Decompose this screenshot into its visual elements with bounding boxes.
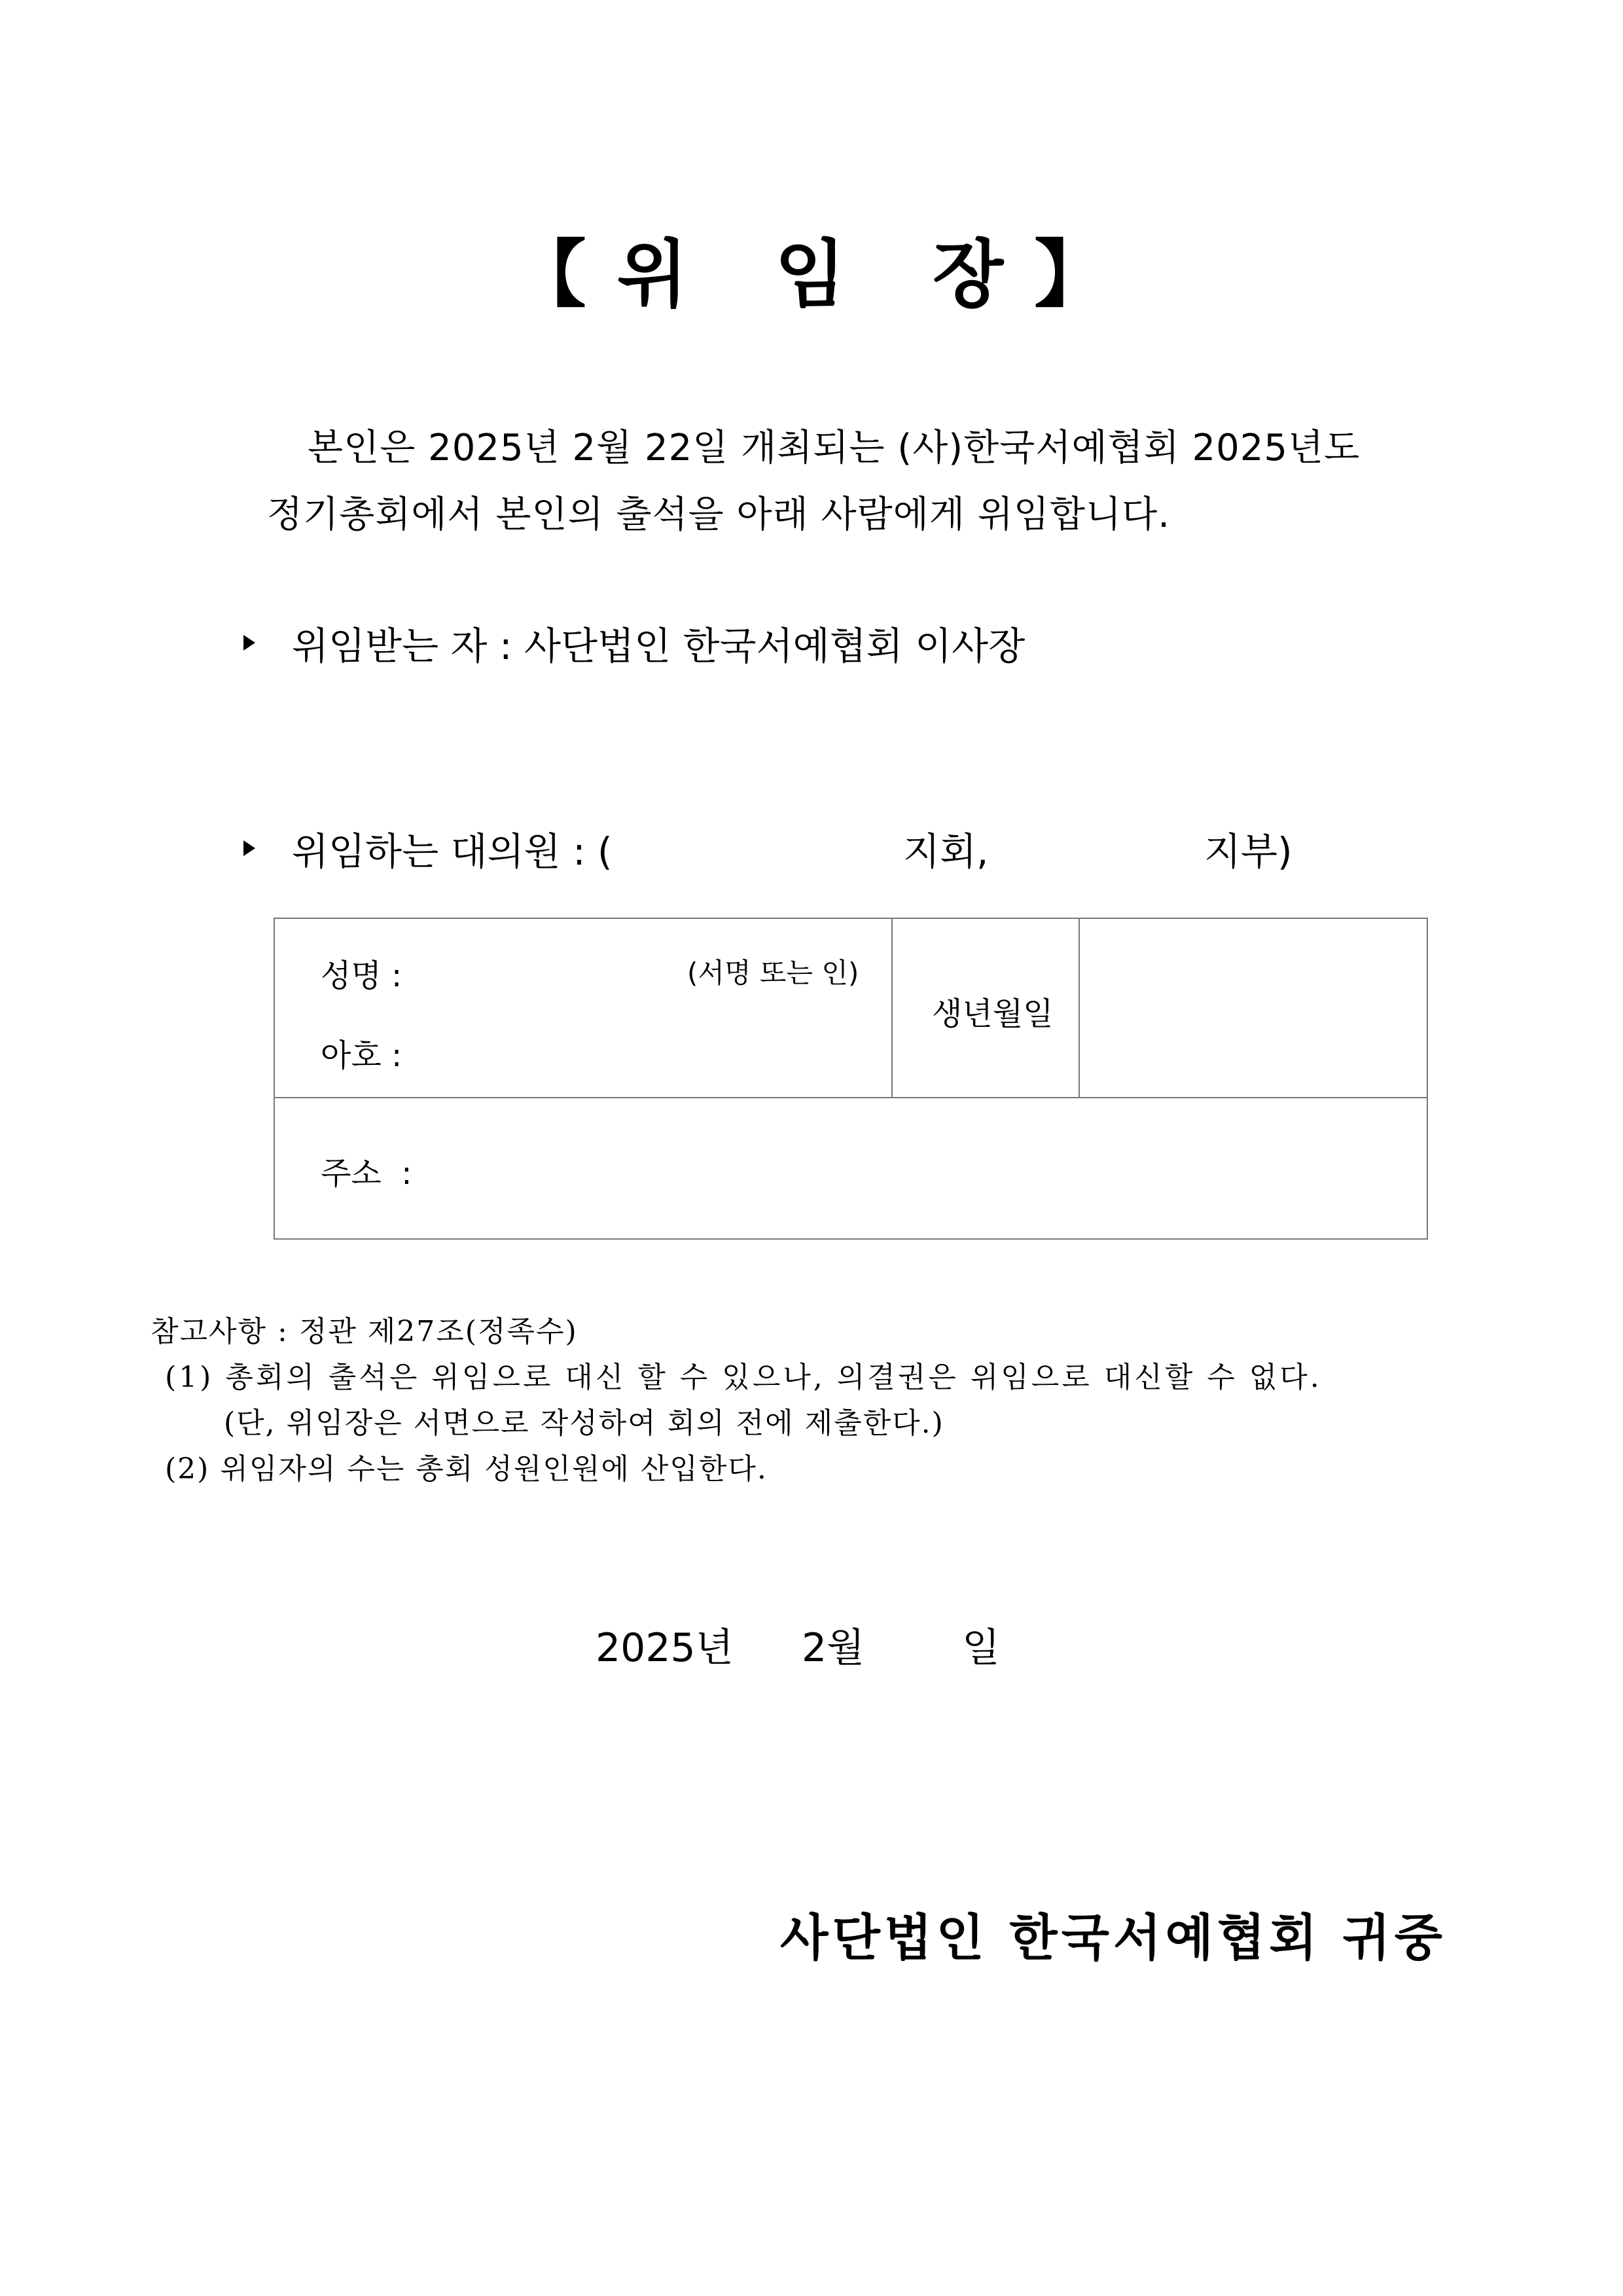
document-title: 【 위 임 장 】 xyxy=(512,232,1111,317)
date-year: 2025년 xyxy=(596,1625,734,1671)
date-day: 일 xyxy=(962,1625,1000,1671)
recipient-organization: 사단법인 한국서예협회 귀중 xyxy=(780,1909,1446,1967)
reference-item-1-note: (단, 위임장은 서면으로 작성하여 회의 전에 제출한다.) xyxy=(224,1407,944,1440)
reference-item-2: (2) 위임자의 수는 총회 성원인원에 산입한다. xyxy=(165,1452,768,1486)
delegator-row xyxy=(243,821,613,876)
triangle-bullet-icon xyxy=(243,635,255,651)
table-column-divider xyxy=(891,919,893,1097)
branch-label: 지회, xyxy=(903,829,989,874)
signature-note: (서명 또는 인) xyxy=(687,957,859,989)
birth-date-label: 생년월일 xyxy=(932,996,1054,1032)
delegator-info-table xyxy=(274,918,1428,1240)
delegate-row xyxy=(243,615,1025,670)
triangle-bullet-icon xyxy=(243,840,255,856)
pen-name-label: 아호 : xyxy=(321,1037,402,1074)
name-label: 성명 : xyxy=(321,958,402,994)
table-column-divider xyxy=(1079,919,1080,1097)
reference-heading: 참고사항 : 정관 제27조(정족수) xyxy=(151,1315,578,1348)
date-month: 2월 xyxy=(802,1625,865,1671)
address-label: 주소 : xyxy=(321,1155,412,1192)
reference-item-1: (1) 총회의 출석은 위임으로 대신 할 수 있으나, 의결권은 위임으로 대신할 수 없다. xyxy=(165,1361,1322,1394)
intro-line-1: 본인은 2025년 2월 22일 개최되는 (사)한국서예협회 2025년도 xyxy=(308,427,1361,469)
intro-line-2: 정기총회에서 본인의 출석을 아래 사람에게 위임합니다. xyxy=(267,493,1171,536)
delegator-label: 위임하는 대의원 : ( xyxy=(292,829,613,874)
table-row-divider xyxy=(275,1097,1427,1098)
delegate-label: 위임받는 자 : 사단법인 한국서예협회 이사장 xyxy=(292,624,1026,668)
subbranch-label: 지부) xyxy=(1204,829,1293,874)
